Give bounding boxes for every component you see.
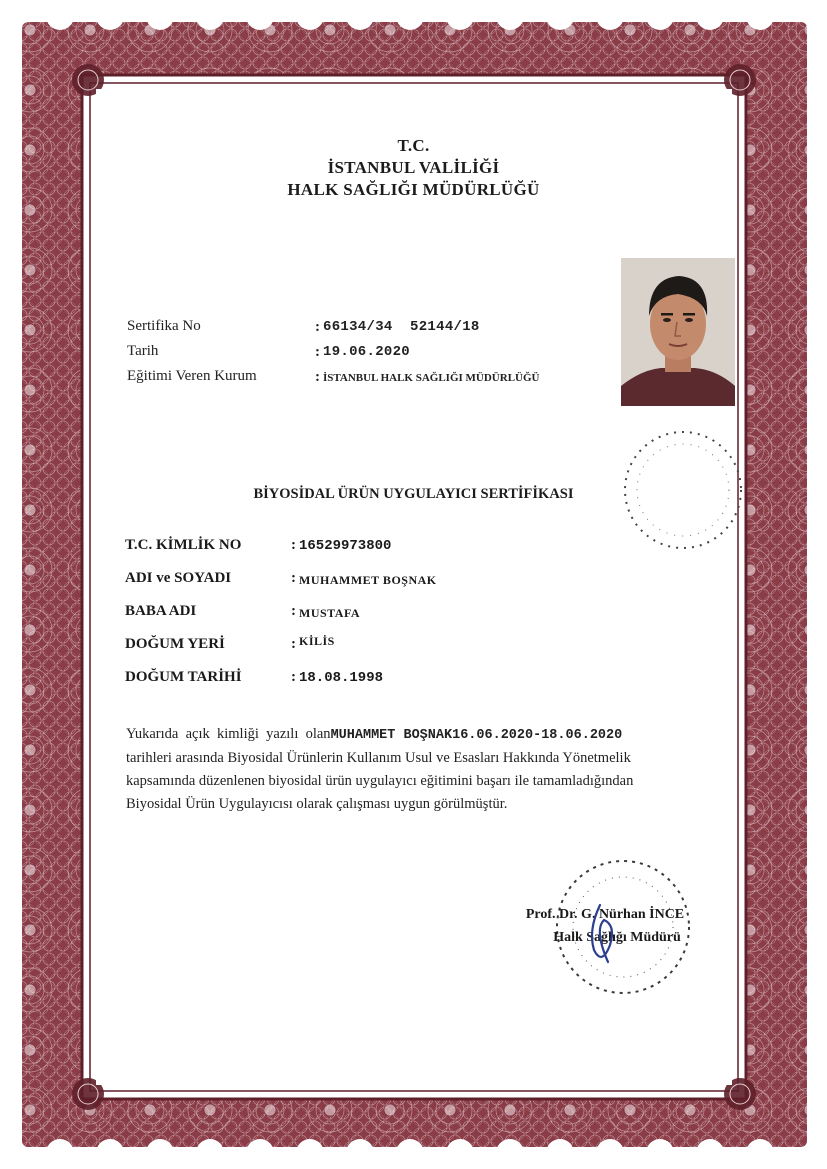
institution-label: Eğitimi Veren Kurum <box>127 368 257 384</box>
statement-line-2: tarihleri arasında Biyosidal Ürünlerin Kullanım Usul ve Esasları Hakkında Yönetmelik <box>126 750 631 766</box>
handwritten-signature <box>580 900 630 970</box>
separator: : <box>291 570 296 586</box>
separator: : <box>291 636 296 652</box>
header-line-governorship: İSTANBUL VALİLİĞİ <box>327 158 500 177</box>
separator: : <box>291 603 296 619</box>
date-label: Tarih <box>127 343 159 359</box>
holder-photo <box>621 258 735 406</box>
date-row <box>127 343 627 368</box>
birthdate-value: 18.08.1998 <box>299 670 384 686</box>
cert-no-value: 66134/34 52144/18 <box>323 319 480 335</box>
name-row <box>125 570 625 603</box>
issuer-header <box>0 135 827 201</box>
signatory-name: Prof. Dr. G. Nürhan İNCE <box>525 907 685 922</box>
header-line-country: T.C. <box>397 136 430 155</box>
statement-line-4: Biyosidal Ürün Uygulayıcısı olarak çalışması uygun görülmüştür. <box>126 796 508 812</box>
cert-no-label: Sertifika No <box>127 318 201 334</box>
header-line-directorate: HALK SAĞLIĞI MÜDÜRLÜĞÜ <box>287 180 540 199</box>
certificate-title: BİYOSİDAL ÜRÜN UYGULAYICI SERTİFİKASI <box>253 486 574 502</box>
birthplace-row <box>125 636 625 669</box>
separator: : <box>291 669 296 685</box>
father-label: BABA ADI <box>125 603 197 619</box>
name-label: ADI ve SOYADI <box>125 570 232 586</box>
birthplace-label: DOĞUM YERİ <box>125 636 225 652</box>
statement-line-3: kapsamında düzenlenen biyosidal ürün uygulayıcı eğitimini başarı ile tamamladığından <box>126 773 634 789</box>
institution-row <box>127 368 627 393</box>
separator: : <box>291 537 296 553</box>
statement-name: MUHAMMET BOŞNAK <box>330 728 453 743</box>
statement-line-1 <box>126 723 740 747</box>
tc-row <box>125 537 625 570</box>
signatory-title: Halk Sağlığı Müdürü <box>553 930 681 945</box>
statement-intro: Yukarıda açık kimliği yazılı olan <box>126 726 331 742</box>
father-row <box>125 603 625 636</box>
birthplace-value: KİLİS <box>299 634 335 648</box>
certificate-info <box>127 318 627 393</box>
identity-info <box>125 537 625 702</box>
name-value: MUHAMMET BOŞNAK <box>299 573 437 587</box>
father-value: MUSTAFA <box>299 606 361 620</box>
date-value: 19.06.2020 <box>323 344 411 360</box>
institution-value: İSTANBUL HALK SAĞLIĞI MÜDÜRLÜĞÜ <box>323 372 540 384</box>
separator: : <box>315 369 320 385</box>
separator: : <box>315 319 320 335</box>
statement-paragraph <box>126 723 740 816</box>
tc-label: T.C. KİMLİK NO <box>125 537 242 553</box>
birthdate-label: DOĞUM TARİHİ <box>125 669 242 685</box>
separator: : <box>315 344 320 360</box>
statement-dates: 16.06.2020-18.06.2020 <box>452 728 623 743</box>
birthdate-row <box>125 669 625 702</box>
tc-value: 16529973800 <box>299 538 392 554</box>
cert-no-row <box>127 318 627 343</box>
